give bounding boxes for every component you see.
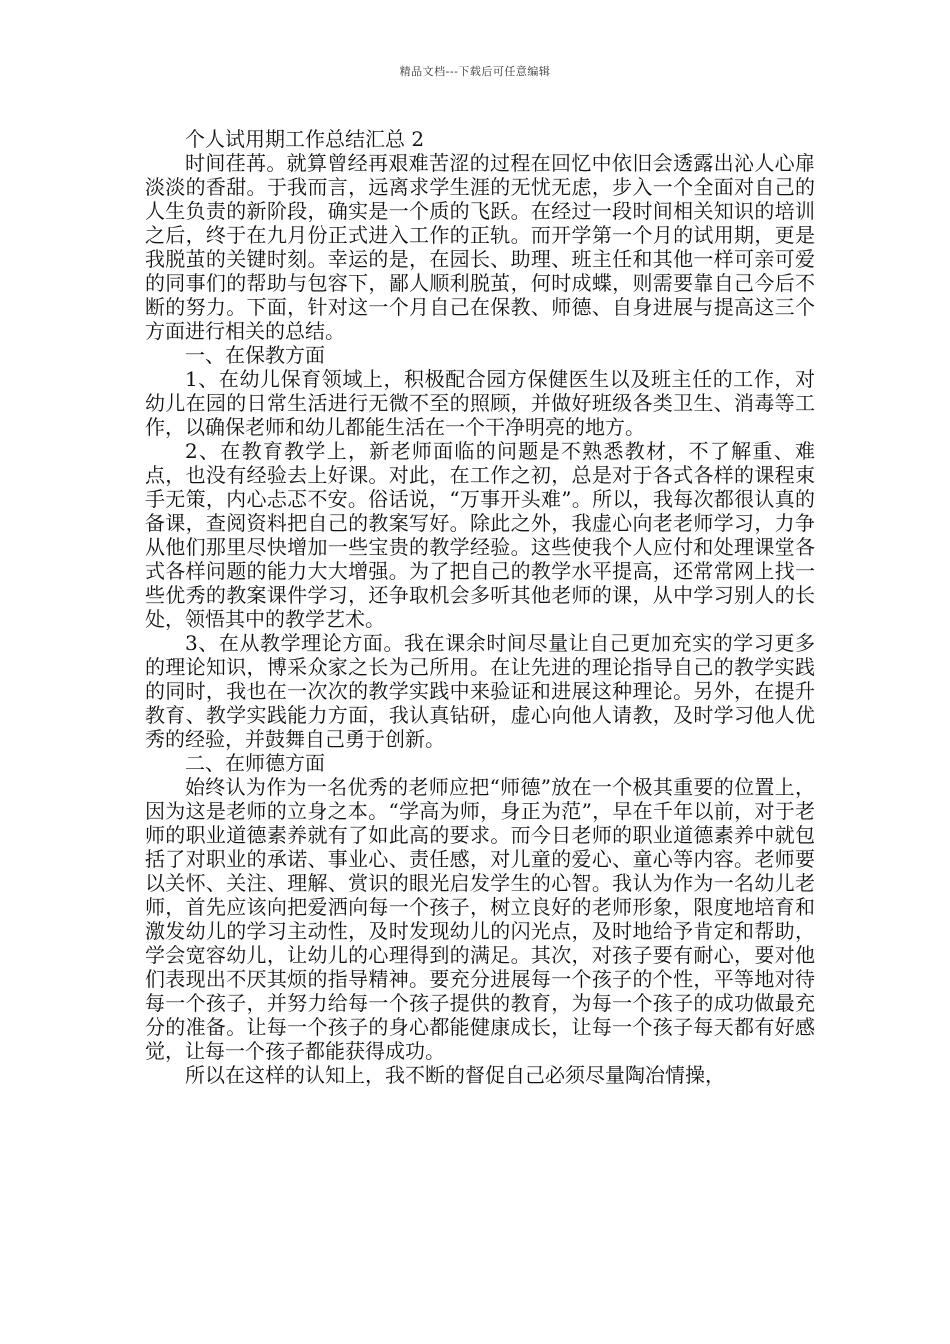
paragraph-intro: 时间荏苒。就算曾经再艰难苦涩的过程在回忆中依旧会透露出沁人心扉淡淡的香甜。于我而言，远离求学生涯的无忧无虑，步入一个全面对自己的人生负责的新阶段，确实是一个质的飞跃。在经过一段时间相关知识的培训之后，终于在九月份正式进入工作的正轨。而开学第一个月的试用期，更是我脱茧的关键时刻。幸运的是，在园长、助理、班主任和其他一样可亲可爱的同事们的帮助与包容下，鄙人顺利脱茧，何时成蝶，则需要靠自己今后不断的努力。下面，针对这一个月自己在保教、师德、自身进展与提高这三个方面进行相关的总结。	[145, 151, 815, 343]
document-body	[145, 127, 815, 1087]
document-title: 个人试用期工作总结汇总 2	[185, 127, 425, 151]
paragraph-closing: 所以在这样的认知上，我不断的督促自己必须尽量陶冶情操，	[185, 1063, 725, 1087]
paragraph-care: 1、在幼儿保育领域上，积极配合园方保健医生以及班主任的工作，对幼儿在园的日常生活进行无微不至的照顾，并做好班级各类卫生、消毒等工作，以确保老师和幼儿都能生活在一个干净明亮的地方。	[145, 367, 815, 439]
paragraph-teaching: 2、在教育教学上，新老师面临的问题是不熟悉教材，不了解重、难点，也没有经验去上好课。对此，在工作之初，总是对于各式各样的课程束手无策，内心忐忑不安。俗话说，“万事开头难”。所以，我每次都很认真的备课，查阅资料把自己的教案写好。除此之外，我虚心向老老师学习，力争从他们那里尽快增加一些宝贵的教学经验。这些使我个人应付和处理课堂各式各样问题的能力大大增强。为了把自己的教学水平提高，还常常网上找一些优秀的教案课件学习，还争取机会多听其他老师的课，从中学习别人的长处，领悟其中的教学艺术。	[145, 439, 815, 631]
page-header: 精品文档---下载后可任意编辑	[399, 65, 551, 78]
paragraph-ethics: 始终认为作为一名优秀的老师应把“师德”放在一个极其重要的位置上，因为这是老师的立身之本。“学高为师，身正为范”，早在千年以前，对于老师的职业道德素养就有了如此高的要求。而今日老师的职业道德素养中就包括了对职业的承诺、事业心、责任感，对儿童的爱心、童心等内容。老师要以关怀、关注、理解、赏识的眼光启发学生的心智。我认为作为一名幼儿老师，首先应该向把爱洒向每一个孩子，树立良好的老师形象，限度地培育和激发幼儿的学习主动性，及时发现幼儿的闪光点，及时地给予肯定和帮助，学会宽容幼儿，让幼儿的心理得到的满足。其次，对孩子要有耐心，要对他们表现出不厌其烦的指导精神。要充分进展每一个孩子的个性，平等地对待每一个孩子，并努力给每一个孩子提供的教育，为每一个孩子的成功做最充分的准备。让每一个孩子的身心都能健康成长，让每一个孩子每天都有好感觉，让每一个孩子都能获得成功。	[145, 775, 815, 1063]
section-heading-care-education: 一、在保教方面	[185, 343, 325, 367]
paragraph-theory: 3、在从教学理论方面。我在课余时间尽量让自己更加充实的学习更多的理论知识，博采众家之长为己所用。在让先进的理论指导自己的教学实践的同时，我也在一次次的教学实践中来验证和进展这种理论。另外，在提升教育、教学实践能力方面，我认真钻研，虚心向他人请教，及时学习他人优秀的经验，并鼓舞自己勇于创新。	[145, 631, 815, 751]
section-heading-ethics: 二、在师德方面	[185, 751, 325, 775]
